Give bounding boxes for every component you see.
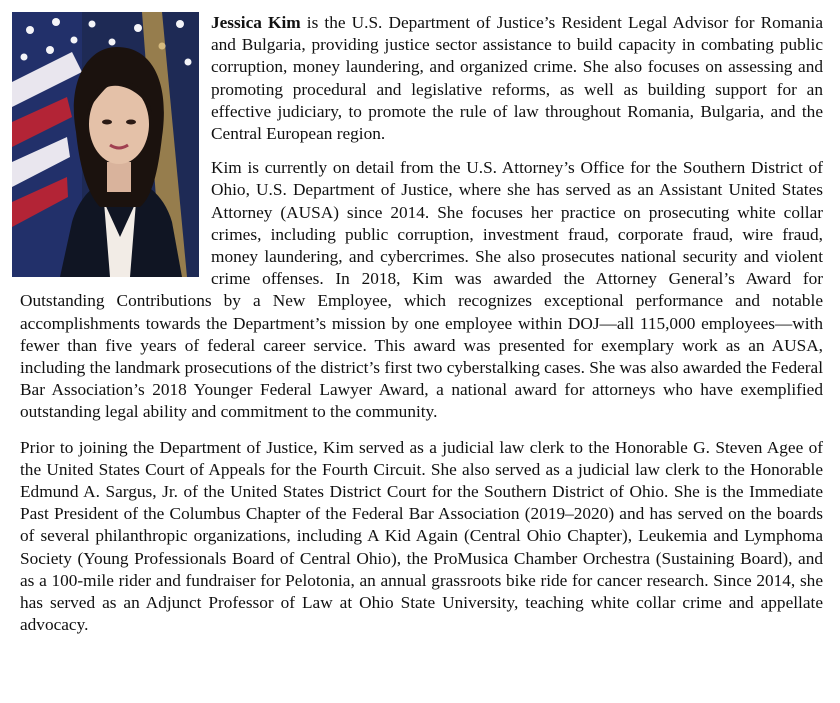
bio-name: Jessica Kim	[211, 13, 301, 32]
bio-text	[20, 12, 823, 648]
portrait-photo	[12, 12, 199, 277]
bio-paragraph-2: Kim is currently on detail from the U.S. Attorney’s Office for the Southern District of Ohio, U.S. Department of Justice, where she has served as an Assistant United States Attorney (AUSA) since 2014. She focuses her practice on prosecuting white collar crimes, including public corruption, investment fraud, corporate fraud, wire fraud, money laundering, and cybercrimes. She also prosecutes national security and violent crime offenses. In 2018, Kim was awarded the Attorney General’s Award for Outstanding Contributions by a New Employee, which recognizes exceptional performance and notable accomplishments towards the Department’s mission by one employee within DOJ—all 115,000 employees—with fewer than five years of federal career service. This award was presented for exemplary work as an AUSA, including the landmark prosecutions of the district’s first two cyberstalking cases. She was also awarded the Federal Bar Association’s 2018 Younger Federal Lawyer Award, a national award for attorneys who have exemplified outstanding legal ability and commitment to the community.	[20, 158, 823, 422]
bio-paragraph-3: Prior to joining the Department of Justice, Kim served as a judicial law clerk to the Honorable G. Steven Agee of the United States Court of Appeals for the Fourth Circuit. She also served as a judicial law clerk to the Honorable Edmund A. Sargus, Jr. of the United States District Court for the Southern District of Ohio. She is the Immediate Past President of the Columbus Chapter of the Federal Bar Association (2019–2020) and has served on the boards of several philanthropic organizations, including A Kid Again (Central Ohio Chapter), Leukemia and Lymphoma Society (Young Professionals Board of Central Ohio), the ProMusica Chamber Orchestra (Sustaining Board), and as a 100-mile rider and fundraiser for Pelotonia, an annual grassroots bike ride for cancer research. Since 2014, she has served as an Adjunct Professor of Law at Ohio State University, teaching white collar crime and appellate advocacy.	[20, 437, 823, 635]
bio-paragraph-1-text: is the U.S. Department of Justice’s Resident Legal Advisor for Romania and Bulgaria, providing justice sector assistance to build capacity in combating public corruption, money laundering, and organized crime. She also focuses on assessing and promoting procedural and legislative reforms, as well as building support for an effective judiciary, to promote the rule of law throughout Romania, Bulgaria, and the Central European region.	[211, 13, 823, 144]
